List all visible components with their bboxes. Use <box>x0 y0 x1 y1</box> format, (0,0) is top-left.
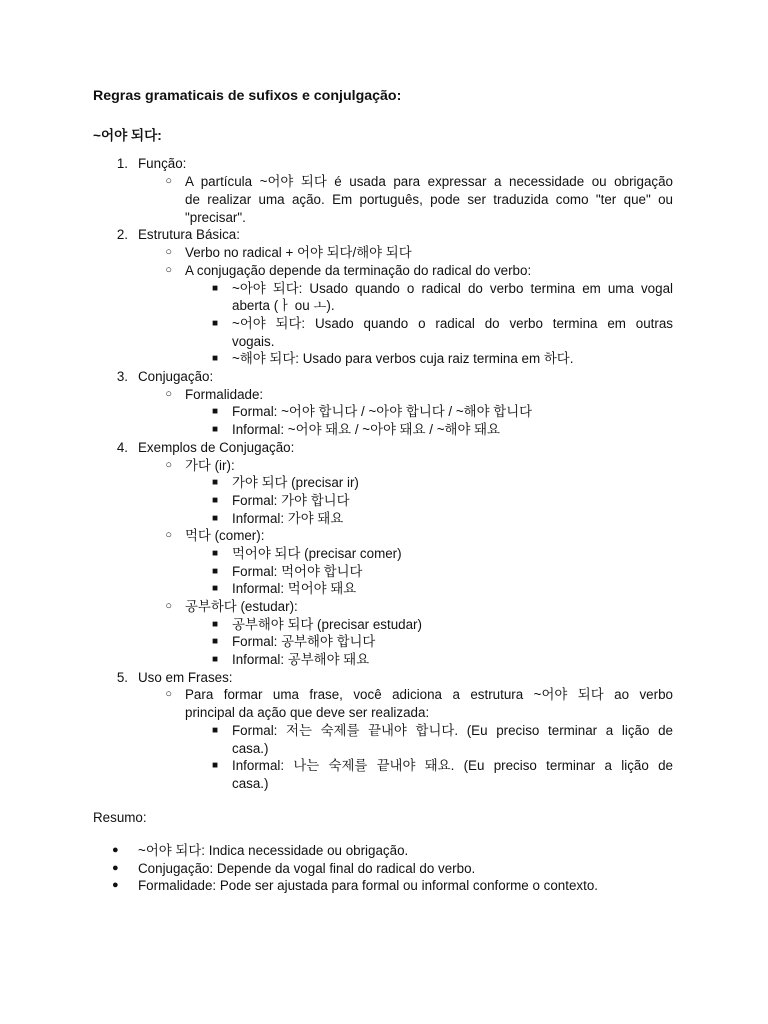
summary-label: Resumo: <box>93 810 147 825</box>
list-number: 3. <box>116 369 128 384</box>
list-item: ~해야 되다: Usado para verbos cuja raiz termina em 하다. <box>232 351 574 366</box>
list-item: Informal: 나는 숙제를 끝내야 돼요. (Eu preciso terminar a lição de <box>232 758 673 773</box>
list-item-label: Uso em Frases: <box>138 670 233 685</box>
list-number: 2. <box>116 227 128 242</box>
summary-item: Conjugação: Depende da vogal final do radical do verbo. <box>138 861 476 876</box>
square-bullet: ■ <box>211 477 218 488</box>
list-item: Informal: ~어야 돼요 / ~아야 돼요 / ~해야 돼요 <box>232 422 500 437</box>
example-form: 공부해야 되다 (precisar estudar) <box>232 617 422 632</box>
example-form: 가야 되다 (precisar ir) <box>232 475 359 490</box>
list-item: casa.) <box>232 776 269 791</box>
summary-item: Formalidade: Pode ser ajustada para formal ou informal conforme o contexto. <box>138 878 598 893</box>
list-item: aberta (ㅏ ou ㅗ). <box>232 298 335 313</box>
square-bullet: ■ <box>211 566 218 577</box>
example-verb: 공부하다 (estudar): <box>185 599 298 614</box>
square-bullet: ■ <box>211 495 218 506</box>
example-form: Informal: 공부해야 돼요 <box>232 652 370 667</box>
square-bullet: ■ <box>211 318 218 329</box>
circle-bullet: ○ <box>165 264 172 276</box>
paragraph-line: de realizar uma ação. Em português, pode ser traduzida como "ter que" ou <box>185 192 673 207</box>
list-item-label: Exemplos de Conjugação: <box>138 440 295 455</box>
list-item: Formal: ~어야 합니다 / ~아야 합니다 / ~해야 합니다 <box>232 404 533 419</box>
list-number: 5. <box>116 670 128 685</box>
example-form: 먹어야 되다 (precisar comer) <box>232 546 402 561</box>
list-item: A conjugação depende da terminação do radical do verbo: <box>185 263 532 278</box>
square-bullet: ■ <box>211 725 218 736</box>
square-bullet: ■ <box>211 636 218 647</box>
list-item: vogais. <box>232 334 275 349</box>
list-item: Formal: 저는 숙제를 끝내야 합니다. (Eu preciso terminar a lição de <box>232 723 673 738</box>
square-bullet: ■ <box>211 760 218 771</box>
square-bullet: ■ <box>211 424 218 435</box>
list-number: 4. <box>116 440 128 455</box>
square-bullet: ■ <box>211 654 218 665</box>
example-verb: 먹다 (comer): <box>185 528 265 543</box>
list-item: casa.) <box>232 741 269 756</box>
square-bullet: ■ <box>211 406 218 417</box>
list-item-label: Estrutura Básica: <box>138 227 240 242</box>
example-form: Formal: 공부해야 합니다 <box>232 634 376 649</box>
list-item-label: Conjugação: <box>138 369 214 384</box>
square-bullet: ■ <box>211 513 218 524</box>
example-form: Informal: 가야 돼요 <box>232 511 344 526</box>
paragraph-line: A partícula ~어야 되다 é usada para expressar a necessidade ou obrigação <box>185 174 673 189</box>
example-form: Formal: 먹어야 합니다 <box>232 564 363 579</box>
circle-bullet: ○ <box>165 459 172 471</box>
square-bullet: ■ <box>211 548 218 559</box>
example-verb: 가다 (ir): <box>185 458 235 473</box>
dot-bullet: ● <box>112 862 119 874</box>
document-title: Regras gramaticais de sufixos e conjulgação: <box>93 88 402 104</box>
summary-item: ~어야 되다: Indica necessidade ou obrigação. <box>138 843 409 858</box>
list-item: Verbo no radical + 어야 되다/해야 되다 <box>185 245 412 260</box>
circle-bullet: ○ <box>165 688 172 700</box>
circle-bullet: ○ <box>165 600 172 612</box>
list-number: 1. <box>116 156 128 171</box>
paragraph-line: principal da ação que deve ser realizada: <box>185 705 430 720</box>
paragraph-line: Para formar uma frase, você adiciona a estrutura ~어야 되다 ao verbo <box>185 687 673 702</box>
circle-bullet: ○ <box>165 175 172 187</box>
list-item: Formalidade: <box>185 387 264 402</box>
example-form: Formal: 가야 합니다 <box>232 493 350 508</box>
paragraph-line: "precisar". <box>185 210 246 225</box>
square-bullet: ■ <box>211 353 218 364</box>
example-form: Informal: 먹어야 돼요 <box>232 581 357 596</box>
square-bullet: ■ <box>211 619 218 630</box>
circle-bullet: ○ <box>165 246 172 258</box>
list-item: ~어야 되다: Usado quando o radical do verbo termina em outras <box>232 316 673 331</box>
list-item-label: Função: <box>138 156 187 171</box>
circle-bullet: ○ <box>165 388 172 400</box>
square-bullet: ■ <box>211 583 218 594</box>
section-subtitle: ~어야 되다: <box>93 128 162 143</box>
dot-bullet: ● <box>112 879 119 891</box>
square-bullet: ■ <box>211 283 218 294</box>
circle-bullet: ○ <box>165 529 172 541</box>
list-item: ~아야 되다: Usado quando o radical do verbo termina em uma vogal <box>232 281 673 296</box>
dot-bullet: ● <box>112 844 119 856</box>
